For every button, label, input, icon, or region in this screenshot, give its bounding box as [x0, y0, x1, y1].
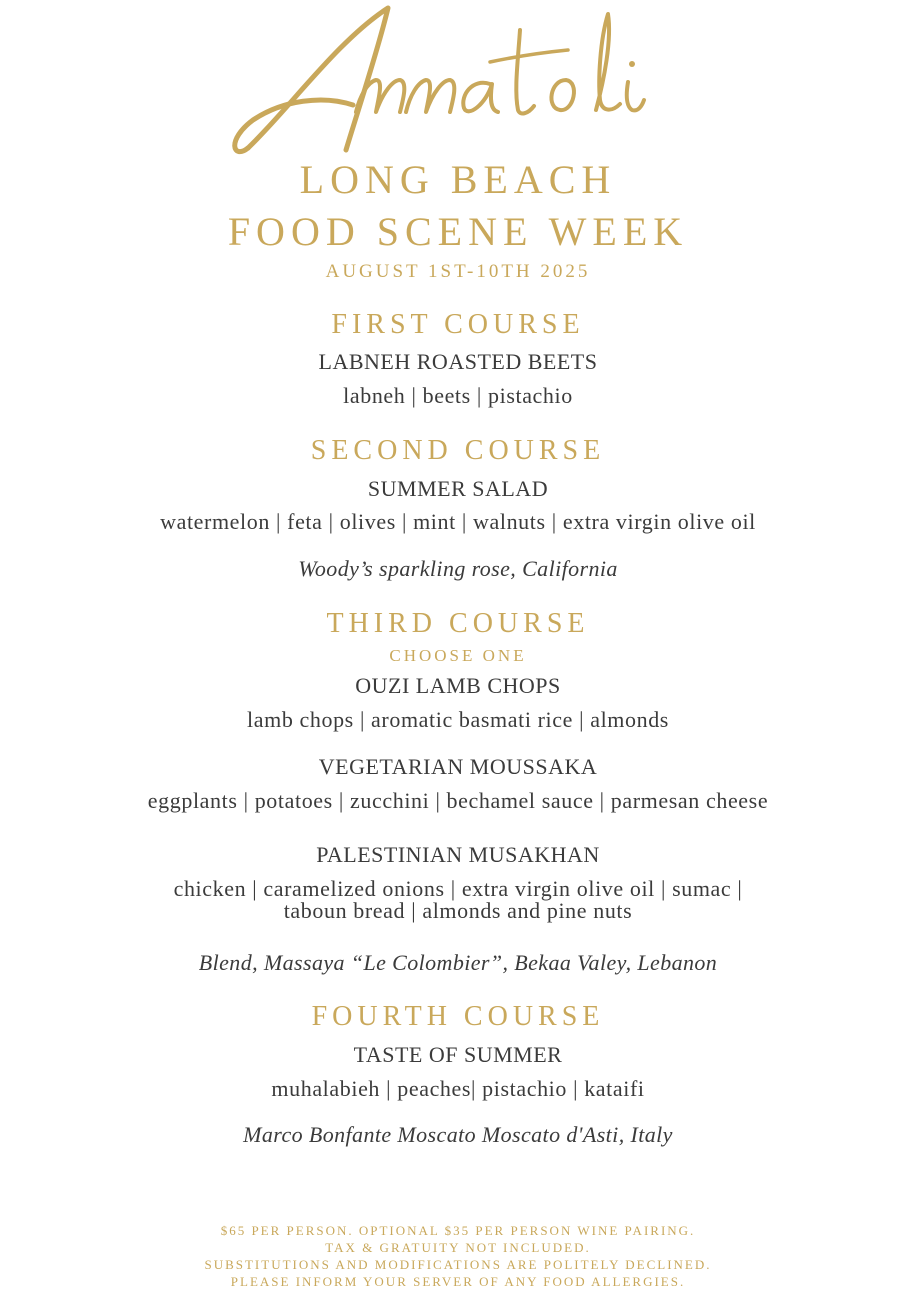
- third-course-heading: THIRD COURSE: [326, 608, 590, 639]
- ammatoli-logo-script: [228, 0, 688, 170]
- third-course-choose-one: CHOOSE ONE: [389, 646, 527, 665]
- footer-tax-note: TAX & GRATUITY NOT INCLUDED.: [325, 1240, 591, 1255]
- third-course-option3-ingredients-line1: chicken | caramelized onions | extra virgin olive oil | sumac |: [173, 876, 743, 901]
- first-course-dish: LABNEH ROASTED BEETS: [318, 349, 598, 374]
- fourth-course-dish: TASTE OF SUMMER: [353, 1042, 563, 1067]
- fourth-course-wine: Marco Bonfante Moscato Moscato d'Asti, Italy: [243, 1122, 673, 1147]
- footer-substitutions-note: SUBSTITUTIONS AND MODIFICATIONS ARE POLITELY DECLINED.: [204, 1257, 712, 1272]
- second-course-heading: SECOND COURSE: [310, 435, 606, 466]
- fourth-course-ingredients: muhalabieh | peaches| pistachio | kataifi: [271, 1076, 645, 1101]
- third-course-option2-ingredients: eggplants | potatoes | zucchini | bechamel sauce | parmesan cheese: [147, 788, 769, 813]
- third-course-option3-ingredients-line2: taboun bread | almonds and pine nuts: [283, 898, 633, 923]
- event-dates: AUGUST 1ST-10TH 2025: [325, 261, 591, 282]
- first-course-heading: FIRST COURSE: [331, 309, 585, 340]
- ammatoli-logo: [0, 0, 916, 170]
- footer-pricing: $65 PER PERSON. OPTIONAL $35 PER PERSON WINE PAIRING.: [220, 1223, 696, 1238]
- footer-allergy-note: PLEASE INFORM YOUR SERVER OF ANY FOOD ALLERGIES.: [230, 1274, 686, 1289]
- title-food-scene-week: FOOD SCENE WEEK: [227, 209, 689, 254]
- title-long-beach: LONG BEACH: [299, 157, 617, 202]
- third-course-option3-dish: PALESTINIAN MUSAKHAN: [316, 842, 600, 867]
- first-course-ingredients: labneh | beets | pistachio: [343, 383, 573, 408]
- third-course-option1-dish: OUZI LAMB CHOPS: [355, 673, 561, 698]
- second-course-ingredients: watermelon | feta | olives | mint | walnuts | extra virgin olive oil: [160, 509, 756, 534]
- third-course-option2-dish: VEGETARIAN MOUSSAKA: [318, 754, 598, 779]
- second-course-wine: Woody’s sparkling rose, California: [298, 556, 618, 581]
- third-course-option1-ingredients: lamb chops | aromatic basmati rice | almonds: [247, 707, 669, 732]
- fourth-course-heading: FOURTH COURSE: [311, 1001, 605, 1032]
- second-course-dish: SUMMER SALAD: [367, 476, 549, 501]
- third-course-wine: Blend, Massaya “Le Colombier”, Bekaa Valey, Lebanon: [198, 950, 718, 975]
